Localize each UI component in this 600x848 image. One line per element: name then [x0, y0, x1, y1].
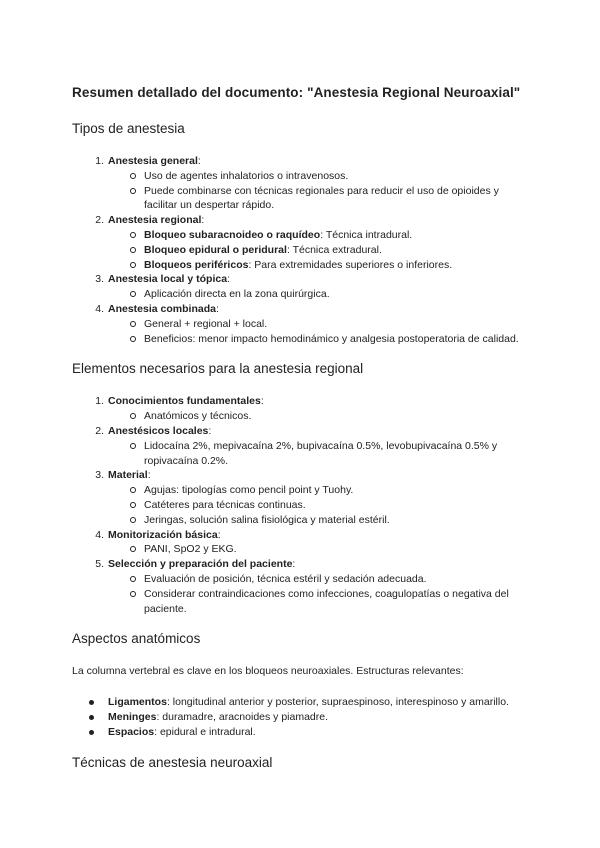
- sub-list: [108, 228, 528, 272]
- circle-bullet-icon: [130, 173, 136, 179]
- disc-bullet-icon: [89, 715, 94, 720]
- item-number: 2.: [95, 424, 104, 437]
- list-item: [72, 272, 528, 302]
- sub-list-item: [108, 498, 528, 513]
- sub-list: [108, 439, 528, 469]
- item-label: Anestesia general: [108, 155, 198, 167]
- sub-list-item: [108, 513, 528, 528]
- document-title: Resumen detallado del documento: "Anestesia Regional Neuroaxial": [72, 85, 521, 100]
- circle-bullet-icon: [130, 247, 136, 253]
- sub-list: [108, 169, 528, 213]
- disc-bullet-icon: [89, 700, 94, 705]
- circle-bullet-icon: [130, 262, 136, 268]
- sub-item-text: Aplicación directa en la zona quirúrgica.: [144, 288, 330, 301]
- sub-item-bold: Bloqueo subaracnoideo o raquídeo: [144, 228, 321, 241]
- sub-list-item: [108, 243, 528, 258]
- item-number: 4.: [95, 302, 104, 315]
- item-number: 1.: [95, 395, 104, 408]
- section-heading-tecnicas: Técnicas de anestesia neuroaxial: [72, 754, 273, 770]
- item-label: Anestésicos locales: [108, 424, 209, 437]
- list-item: [72, 302, 528, 346]
- section-heading-anatomicos: Aspectos anatómicos: [72, 631, 201, 647]
- sub-list-item: [108, 169, 528, 184]
- bullet-text: : epidural e intradural.: [154, 725, 256, 738]
- sub-list: [108, 572, 528, 616]
- sub-list: [108, 483, 528, 527]
- item-label: Conocimientos fundamentales: [108, 395, 261, 408]
- sub-list-item: [108, 317, 528, 332]
- sub-item-text: Considerar contraindicaciones como infecciones, coagulopatías o negativa del paciente.: [144, 587, 509, 615]
- sub-item-text: : Técnica extradural.: [286, 243, 382, 256]
- sub-list-item: [108, 184, 528, 214]
- circle-bullet-icon: [130, 321, 136, 327]
- list-item: [72, 528, 528, 558]
- document-page: [72, 84, 528, 788]
- sub-list: [108, 409, 528, 424]
- sub-list-item: [108, 572, 528, 587]
- sub-item-text: Uso de agentes inhalatorios o intravenosos.: [144, 169, 349, 182]
- item-separator: :: [292, 558, 296, 571]
- item-separator: :: [260, 395, 264, 408]
- item-separator: :: [208, 424, 212, 437]
- bullet-bold: Ligamentos: [108, 696, 167, 709]
- sub-item-text: : Para extremidades superiores o inferiores.: [248, 258, 453, 271]
- list-item: [72, 468, 528, 527]
- item-number: 3.: [95, 273, 104, 286]
- circle-bullet-icon: [130, 591, 136, 597]
- sub-list-item: [108, 332, 528, 347]
- circle-bullet-icon: [130, 291, 136, 297]
- sub-list-item: [108, 228, 528, 243]
- circle-bullet-icon: [130, 517, 136, 523]
- bullet-list-anatomicos: [72, 695, 528, 739]
- circle-bullet-icon: [130, 336, 136, 342]
- item-separator: :: [201, 214, 205, 227]
- circle-bullet-icon: [130, 413, 136, 419]
- sub-item-text: Beneficios: menor impacto hemodinámico y analgesia postoperatoria de calidad.: [144, 332, 519, 345]
- item-separator: :: [217, 528, 221, 541]
- sub-item-text: General + regional + local.: [144, 317, 268, 330]
- item-number: 1.: [95, 155, 104, 167]
- numbered-list-tipos: [72, 154, 528, 346]
- circle-bullet-icon: [130, 576, 136, 582]
- anatomicos-intro: La columna vertebral es clave en los bloqueos neuroaxiales. Estructuras relevantes:: [72, 665, 464, 678]
- sub-list: [108, 287, 528, 302]
- bullet-bold: Meninges: [108, 710, 157, 723]
- sub-list-item: [108, 439, 528, 469]
- numbered-list-elementos: [72, 394, 528, 616]
- bullet-text: : duramadre, aracnoides y piamadre.: [156, 710, 329, 723]
- list-item: [72, 557, 528, 616]
- bullet-item: [72, 695, 528, 710]
- item-separator: :: [227, 273, 230, 286]
- circle-bullet-icon: [130, 487, 136, 493]
- sub-item-text: Lidocaína 2%, mepivacaína 2%, bupivacaína 0.5%, levobupivacaína 0.5% y ropivacaína 0.2%.: [144, 439, 498, 467]
- item-label: Anestesia local y tópica: [108, 273, 228, 286]
- item-number: 2.: [95, 214, 104, 227]
- sub-item-text: Agujas: tipologías como pencil point y Tuohy.: [144, 484, 354, 497]
- item-separator: :: [147, 469, 151, 482]
- sub-list: [108, 317, 528, 347]
- item-label: Anestesia combinada: [108, 302, 216, 315]
- sub-item-text: Evaluación de posición, técnica estéril y sedación adecuada.: [144, 572, 427, 585]
- item-separator: :: [197, 155, 201, 167]
- section-heading-elementos: Elementos necesarios para la anestesia regional: [72, 361, 364, 377]
- item-label: Monitorización básica: [108, 528, 218, 541]
- sub-list: [108, 542, 528, 557]
- section-heading-tipos: Tipos de anestesia: [72, 121, 185, 136]
- item-separator: :: [215, 302, 219, 315]
- bullet-item: [72, 725, 528, 740]
- list-item: [72, 213, 528, 272]
- sub-item-text: Catéteres para técnicas continuas.: [144, 498, 306, 511]
- sub-list-item: [108, 287, 528, 302]
- item-label: Material: [108, 469, 148, 482]
- sub-item-text: Anatómicos y técnicos.: [144, 410, 252, 423]
- circle-bullet-icon: [130, 232, 136, 238]
- item-number: 4.: [95, 528, 104, 541]
- circle-bullet-icon: [130, 502, 136, 508]
- item-label: Anestesia regional: [108, 214, 202, 227]
- sub-item-bold: Bloqueo epidural o peridural: [144, 243, 287, 256]
- bullet-text: : longitudinal anterior y posterior, supraespinoso, interespinoso y amarillo.: [166, 696, 509, 709]
- sub-item-bold: Bloqueos periféricos: [144, 258, 249, 271]
- circle-bullet-icon: [130, 188, 136, 194]
- sub-list-item: [108, 587, 528, 617]
- disc-bullet-icon: [89, 730, 94, 735]
- circle-bullet-icon: [130, 443, 136, 449]
- bullet-bold: Espacios: [108, 725, 155, 738]
- sub-item-text: Puede combinarse con técnicas regionales para reducir el uso de opioides y facilitar un despertar rápido.: [144, 184, 499, 212]
- sub-item-text: PANI, SpO2 y EKG.: [144, 543, 237, 556]
- item-label: Selección y preparación del paciente: [108, 558, 293, 571]
- list-item: [72, 424, 528, 468]
- sub-list-item: [108, 483, 528, 498]
- sub-item-text: : Técnica intradural.: [320, 228, 413, 241]
- item-number: 5.: [95, 558, 104, 571]
- circle-bullet-icon: [130, 546, 136, 552]
- sub-list-item: [108, 258, 528, 273]
- bullet-item: [72, 710, 528, 725]
- sub-item-text: Jeringas, solución salina fisiológica y material estéril.: [144, 513, 390, 526]
- list-item: [72, 394, 528, 424]
- list-item: [72, 154, 528, 213]
- sub-list-item: [108, 409, 528, 424]
- sub-list-item: [108, 542, 528, 557]
- item-number: 3.: [95, 469, 104, 482]
